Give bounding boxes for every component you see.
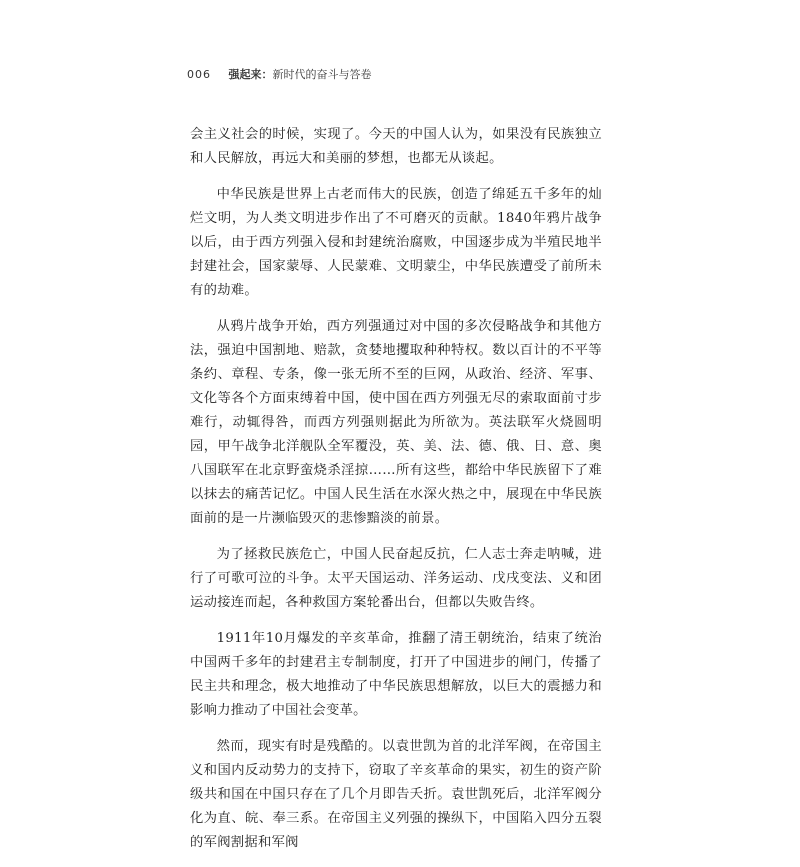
page-body: [190, 123, 602, 867]
page-number: 006: [187, 68, 211, 81]
book-subtitle: 新时代的奋斗与答卷: [272, 68, 372, 81]
paragraph: 从鸦片战争开始，西方列强通过对中国的多次侵略战争和其他方法，强迫中国割地、赔款，贪婪地攫取种种特权。数以百计的不平等条约、章程、专条，像一张无所不至的巨网，从政治、经济、军事、文化等各个方面束缚着中国，使中国在西方列强无尽的索取面前寸步难行，动辄得咎，而西方列强则据此为所欲为。英法联军火烧圆明园，甲午战争北洋舰队全军覆没，英、美、法、德、俄、日、意、奥八国联军在北京野蛮烧杀淫掠……所有这些，都给中华民族留下了难以抹去的痛苦记忆。中国人民生活在水深火热之中，展现在中华民族面前的是一片濒临毁灭的悲惨黯淡的前景。: [190, 319, 602, 526]
book-title: 强起来：: [228, 68, 273, 81]
paragraph: 1911年10月爆发的辛亥革命，推翻了清王朝统治，结束了统治中国两千多年的封建君主专制制度，打开了中国进步的闸门，传播了民主共和理念，极大地推动了中华民族思想解放，以巨大的震撼力和影响力推动了中国社会变革。: [190, 631, 602, 718]
paragraph: 为了拯救民族危亡，中国人民奋起反抗，仁人志士奔走呐喊，进行了可歌可泣的斗争。太平天国运动、洋务运动、戊戌变法、义和团运动接连而起，各种救国方案轮番出台，但都以失败告终。: [190, 547, 602, 610]
paragraph: 会主义社会的时候，实现了。今天的中国人认为，如果没有民族独立和人民解放，再远大和美丽的梦想，也都无从谈起。: [190, 127, 602, 166]
running-header: [187, 66, 372, 82]
paragraph: 中华民族是世界上古老而伟大的民族，创造了绵延五千多年的灿烂文明，为人类文明进步作出了不可磨灭的贡献。1840年鸦片战争以后，由于西方列强入侵和封建统治腐败，中国逐步成为半殖民地半封建社会，国家蒙辱、人民蒙难、文明蒙尘，中华民族遭受了前所未有的劫难。: [190, 187, 602, 298]
paragraph: 然而，现实有时是残酷的。以袁世凯为首的北洋军阀，在帝国主义和国内反动势力的支持下，窃取了辛亥革命的果实，初生的资产阶级共和国在中国只存在了几个月即告夭折。袁世凯死后，北洋军阀分化为直、皖、奉三系。在帝国主义列强的操纵下，中国陷入四分五裂的军阀割据和军阀: [190, 739, 602, 850]
